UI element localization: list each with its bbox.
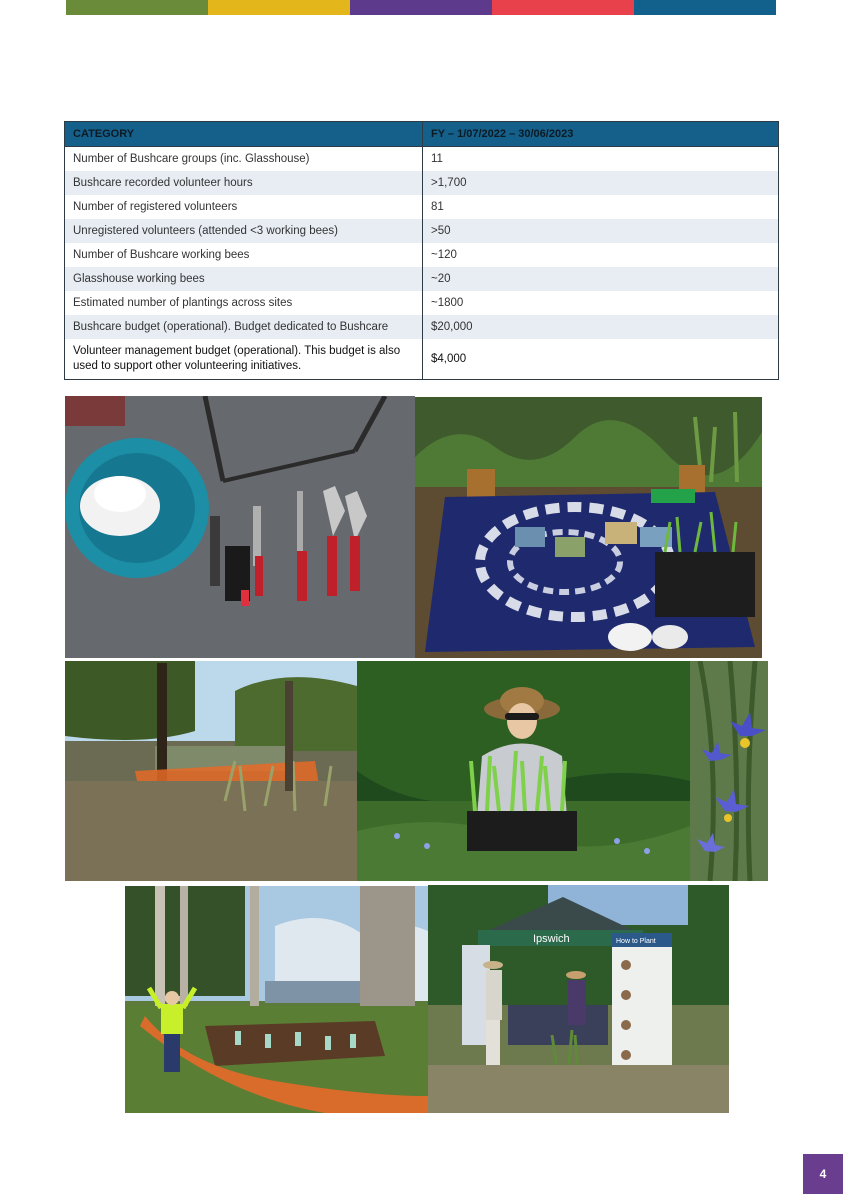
photo-community-event: [428, 885, 729, 1113]
color-bar-purple: [350, 0, 492, 15]
row-label: Number of Bushcare groups (inc. Glasshouse): [65, 147, 423, 172]
row-value: $20,000: [423, 315, 779, 339]
table-row: [65, 171, 779, 195]
header-category: CATEGORY: [65, 122, 423, 147]
row-label: Bushcare recorded volunteer hours: [65, 171, 423, 195]
photo-blue-flowers: [690, 661, 768, 881]
row-label: Bushcare budget (operational). Budget dedicated to Bushcare: [65, 315, 423, 339]
page-number-text: 4: [819, 1167, 827, 1181]
banner-title-text: How to Plant: [616, 938, 656, 945]
row-value: $4,000: [423, 339, 779, 380]
row-value: ~120: [423, 243, 779, 267]
photo-planting-site: [125, 886, 428, 1113]
row-value: ~1800: [423, 291, 779, 315]
tent-brand-text: Ipswich: [533, 933, 570, 945]
row-label: Estimated number of plantings across sites: [65, 291, 423, 315]
bushcare-stats-table: [64, 121, 779, 380]
row-label: Unregistered volunteers (attended <3 working bees): [65, 219, 423, 243]
row-value: >1,700: [423, 171, 779, 195]
photo-garden-tools: [65, 396, 415, 658]
table-row: [65, 267, 779, 291]
color-bar-red: [492, 0, 634, 15]
table-row: [65, 315, 779, 339]
row-value: >50: [423, 219, 779, 243]
table-row: [65, 219, 779, 243]
color-bar-yellow: [208, 0, 350, 15]
table-header-row: [65, 122, 779, 147]
table-row: [65, 195, 779, 219]
photo-creek-site: [65, 661, 357, 881]
page-number: [803, 1154, 843, 1194]
color-bar: [66, 0, 776, 15]
header-financial-year: FY – 1/07/2022 – 30/06/2023: [423, 122, 779, 147]
photo-bushcare-display: [415, 397, 762, 658]
table-row: [65, 243, 779, 267]
table-row: [65, 291, 779, 315]
row-value: ~20: [423, 267, 779, 291]
row-value: 81: [423, 195, 779, 219]
row-label: Volunteer management budget (operational). This budget is also used to support other volunteering initiatives.: [65, 339, 423, 380]
row-label: Glasshouse working bees: [65, 267, 423, 291]
row-label: Number of registered volunteers: [65, 195, 423, 219]
table-row: [65, 339, 779, 380]
color-bar-green: [66, 0, 208, 15]
table-row: [65, 147, 779, 172]
row-label: Number of Bushcare working bees: [65, 243, 423, 267]
row-value: 11: [423, 147, 779, 172]
color-bar-blue: [634, 0, 776, 15]
photo-volunteer-seedlings: [357, 661, 690, 881]
